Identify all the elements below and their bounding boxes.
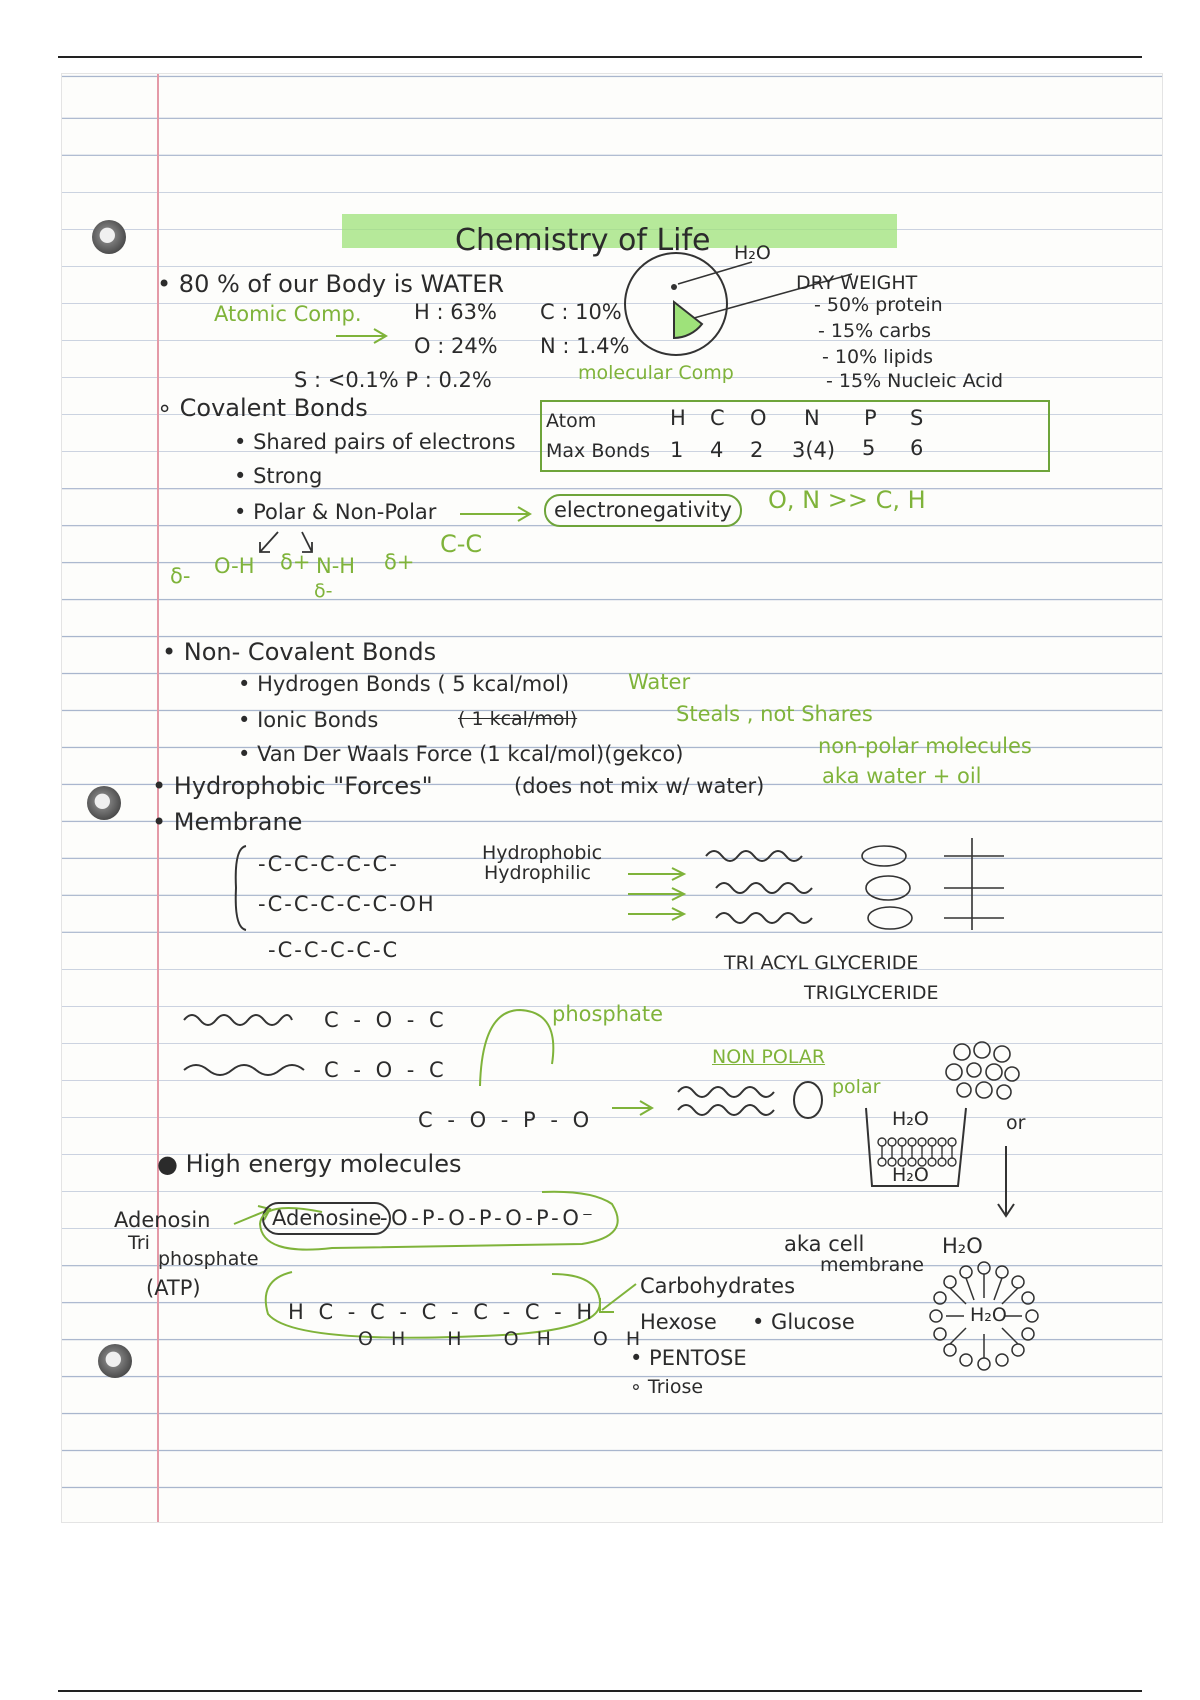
- table-cell: 6: [910, 436, 924, 460]
- covalent-point: • Shared pairs of electrons: [234, 430, 516, 454]
- atp-label: phosphate: [158, 1248, 259, 1270]
- membrane-word: membrane: [820, 1254, 924, 1276]
- table-cell: H: [670, 406, 686, 430]
- h2o-bottom-label: H₂O: [892, 1164, 929, 1186]
- down-arrow-icon: [992, 1144, 1022, 1224]
- table-cell: 3(4): [792, 438, 836, 462]
- table-cell: C: [710, 406, 725, 430]
- nonpolar-label: NON POLAR: [712, 1046, 826, 1068]
- fatty-chain: -C-C-C-C-C: [268, 938, 400, 962]
- hydrophobic-note: aka water + oil: [822, 764, 982, 788]
- covalent-heading: ∘ Covalent Bonds: [157, 394, 368, 422]
- bullet-water: • 80 % of our Body is WATER: [157, 270, 505, 298]
- polar-label: polar: [832, 1076, 881, 1098]
- table-cell: P: [864, 406, 877, 430]
- bracket-icon: [230, 844, 250, 934]
- sugar-chain: H C - C - C - C - C - H: [288, 1300, 597, 1324]
- high-energy-heading: ● High energy molecules: [157, 1150, 462, 1178]
- phosphate-chain: -O-P-O-P-O-P-O⁻: [380, 1206, 596, 1230]
- phospholipid-symbol-icon: [674, 1070, 834, 1130]
- dipole-nh: N-H: [316, 554, 356, 578]
- table-row-label: Max Bonds: [546, 440, 650, 462]
- arrow-icon: [592, 1280, 642, 1320]
- electronegativity-note: O, N >> C, H: [768, 486, 926, 514]
- arrow-icon: [334, 326, 394, 346]
- atp-label: Tri: [128, 1232, 150, 1254]
- dipole-delta-minus: δ-: [314, 580, 333, 602]
- page-title: Chemistry of Life: [455, 223, 711, 258]
- atp-label: (ATP): [146, 1276, 201, 1300]
- hydrophilic-label: Hydrophilic: [484, 862, 591, 884]
- max-bonds-table: [540, 400, 1050, 472]
- atomic-s-p: S : <0.1% P : 0.2%: [294, 368, 492, 392]
- hydrophobic-label: Hydrophobic: [482, 842, 603, 864]
- atomic-h: H : 63%: [414, 300, 497, 324]
- dipole-delta-minus: δ-: [170, 564, 191, 588]
- table-cell: 2: [750, 438, 764, 462]
- electronegativity-label: electronegativity: [544, 494, 742, 527]
- pentose-label: • PENTOSE: [630, 1346, 747, 1370]
- triose-label: ∘ Triose: [630, 1376, 704, 1398]
- hydrophobic-forces: • Hydrophobic "Forces": [152, 772, 433, 800]
- atomic-c: C : 10%: [540, 300, 622, 324]
- dry-weight-item: - 10% lipids: [822, 346, 934, 368]
- aka-cell-label: aka cell: [784, 1232, 865, 1256]
- hydrophobic-paren: (does not mix w/ water): [514, 774, 765, 798]
- table-cell: 1: [670, 438, 684, 462]
- covalent-point: • Polar & Non-Polar: [234, 500, 437, 524]
- arrow-icon: [610, 1098, 660, 1118]
- hydrogen-note: Water: [628, 670, 691, 694]
- punch-hole: [98, 1344, 132, 1378]
- dry-weight-label: DRY WEIGHT: [796, 272, 918, 294]
- glycerol-backbone: C - O - P - O: [418, 1108, 594, 1132]
- table-row-label: Atom: [546, 410, 597, 432]
- table-cell: 5: [862, 436, 876, 460]
- top-rule: [58, 56, 1142, 58]
- table-cell: O: [750, 406, 767, 430]
- molecular-comp-label: molecular Comp: [578, 362, 734, 384]
- notebook-page: [62, 74, 1162, 1522]
- triple-arrow-icon: [626, 866, 696, 926]
- dry-weight-item: - 50% protein: [814, 294, 943, 316]
- covalent-point: • Strong: [234, 464, 323, 488]
- ionic-note: Steals , not Shares: [676, 702, 873, 726]
- dipole-oh: O-H: [214, 554, 255, 578]
- dry-weight-item: - 15% Nucleic Acid: [826, 370, 1004, 392]
- adenosine-label: Adenosine: [262, 1202, 391, 1235]
- h2o-top-label: H₂O: [892, 1108, 929, 1130]
- cluster-icon: [940, 1040, 1030, 1110]
- punch-hole: [92, 220, 126, 254]
- ionic-bonds: • Ionic Bonds: [238, 708, 379, 732]
- noncovalent-heading: • Non- Covalent Bonds: [162, 638, 437, 666]
- dry-weight-item: - 15% carbs: [818, 320, 932, 342]
- table-cell: N: [804, 406, 820, 430]
- triglyceride-label: TRIGLYCERIDE: [804, 982, 939, 1004]
- carbon-carbon-bond: C-C: [440, 530, 483, 558]
- or-label: or: [1006, 1112, 1026, 1134]
- atomic-n: N : 1.4%: [540, 334, 630, 358]
- vdw-note: non-polar molecules: [818, 734, 1032, 758]
- phosphate-label: phosphate: [552, 1002, 664, 1026]
- punch-hole: [87, 786, 121, 820]
- h2o-center-label: H₂O: [970, 1304, 1007, 1326]
- atomic-comp-label: Atomic Comp.: [214, 302, 362, 326]
- hexose-label: Hexose: [640, 1310, 717, 1334]
- h2o-micelle-label: H₂O: [942, 1234, 983, 1258]
- tri-acyl-glyceride: TRI ACYL GLYCERIDE: [724, 952, 919, 974]
- table-cell: 4: [710, 438, 724, 462]
- vdw-force: • Van Der Waals Force (1 kcal/mol)(gekco): [238, 742, 684, 766]
- arrow-icon: [458, 504, 538, 524]
- membrane-heading: • Membrane: [152, 808, 303, 836]
- glucose-label: • Glucose: [752, 1310, 855, 1334]
- fatty-chain: -C-C-C-C-C-OH: [258, 892, 436, 916]
- atp-label: Adenosin: [114, 1208, 211, 1232]
- h2o-label: H₂O: [734, 242, 771, 264]
- table-cell: S: [910, 406, 924, 430]
- ionic-struck: ( 1 kcal/mol): [458, 708, 578, 730]
- glycerol-backbone: C - O - C: [324, 1008, 448, 1032]
- hydrogen-bonds: • Hydrogen Bonds ( 5 kcal/mol): [238, 672, 570, 696]
- carbohydrates-label: Carbohydrates: [640, 1274, 796, 1298]
- dipole-delta-plus: δ+: [280, 550, 311, 574]
- triglyceride-chains-icon: [704, 834, 1034, 954]
- glycerol-backbone: C - O - C: [324, 1058, 448, 1082]
- bottom-rule: [58, 1690, 1142, 1692]
- dipole-delta-plus: δ+: [384, 550, 415, 574]
- pie-slice-icon: [624, 252, 734, 362]
- sugar-oh: OH H OH OH: [358, 1328, 659, 1350]
- atomic-o: O : 24%: [414, 334, 498, 358]
- fatty-chain: -C-C-C-C-C-: [258, 852, 399, 876]
